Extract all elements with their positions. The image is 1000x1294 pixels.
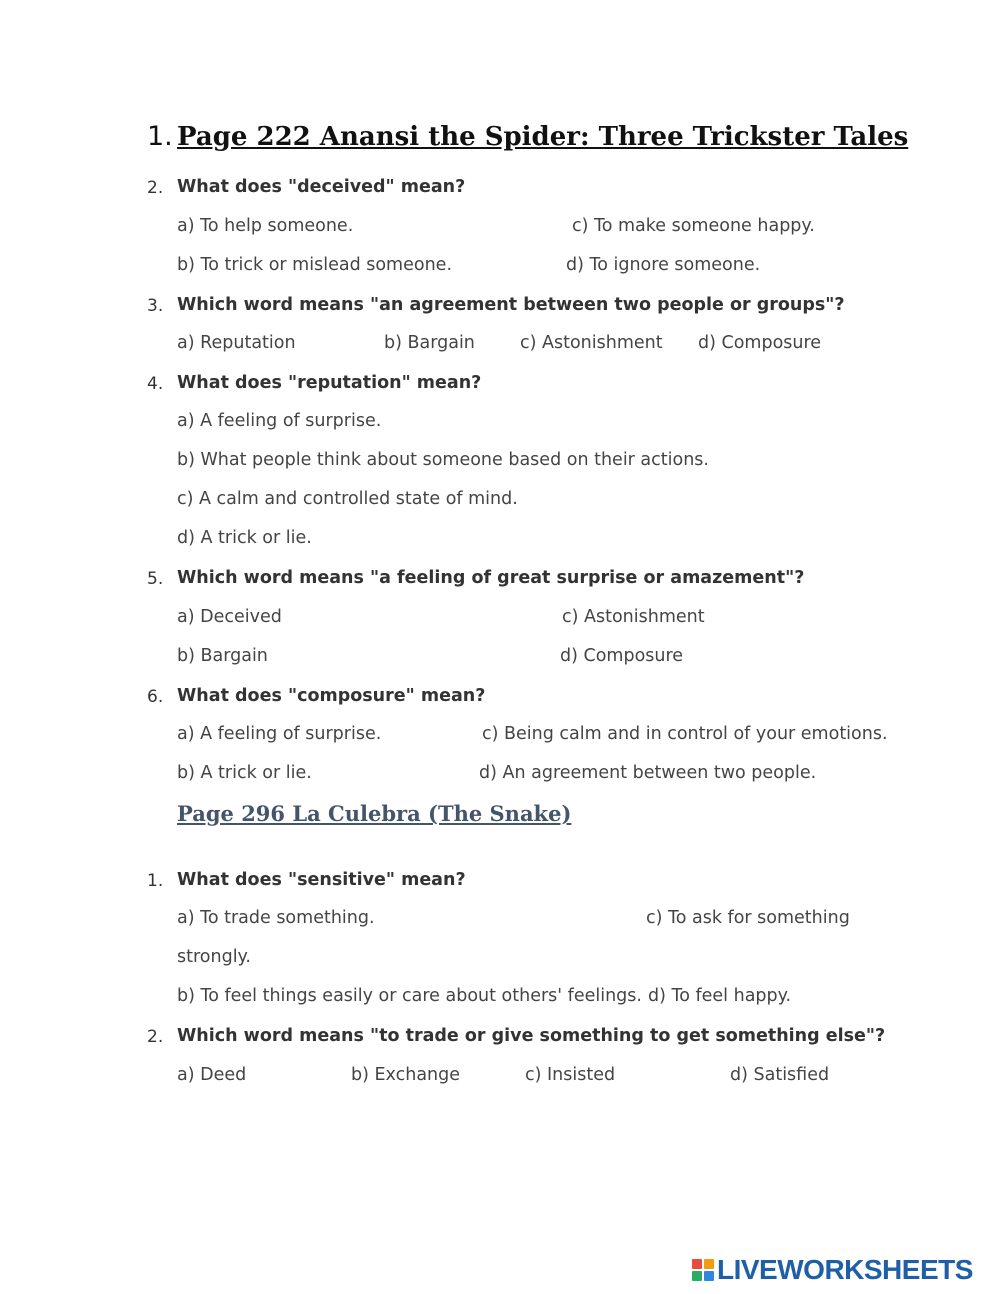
question-number: 3. (147, 296, 164, 316)
option-c: c) Astonishment (520, 333, 663, 353)
question-text: What does "deceived" mean? (177, 177, 466, 197)
logo-square-blue (704, 1271, 714, 1281)
option-d: d) Composure (560, 646, 684, 666)
option-b: b) Bargain (177, 646, 268, 666)
option-c: c) A calm and controlled state of mind. (177, 489, 518, 509)
option-d: d) Composure (698, 333, 822, 353)
question-text: Which word means "to trade or give something to get something else"? (177, 1026, 886, 1046)
logo-mark-icon (692, 1259, 714, 1281)
option-c: c) Insisted (525, 1065, 616, 1085)
option-a: a) Deed (177, 1065, 247, 1085)
option-b: b) Bargain (384, 333, 475, 353)
option-a: a) Reputation (177, 333, 296, 353)
option-b: b) What people think about someone based on their actions. (177, 450, 709, 470)
option-c: c) To make someone happy. (572, 216, 815, 236)
option-a: a) Deceived (177, 607, 282, 627)
title-number: 1. (147, 121, 173, 152)
option-b: b) To trick or mislead someone. (177, 255, 453, 275)
option-d: d) To feel happy. (648, 986, 792, 1006)
question-number: 6. (147, 687, 164, 707)
logo-text: LIVEWORKSHEETS (717, 1254, 973, 1285)
option-b: b) A trick or lie. (177, 763, 312, 783)
option-c-continued: strongly. (177, 947, 251, 967)
logo-square-green (692, 1271, 702, 1281)
question-text: Which word means "an agreement between two people or groups"? (177, 295, 845, 315)
option-a: a) To help someone. (177, 216, 354, 236)
question-text: What does "sensitive" mean? (177, 870, 466, 890)
logo-square-orange (704, 1259, 714, 1269)
question-number: 1. (147, 871, 164, 891)
option-d: d) To ignore someone. (566, 255, 761, 275)
option-d: d) An agreement between two people. (479, 763, 817, 783)
option-b: b) To feel things easily or care about others' feelings. (177, 986, 642, 1006)
option-a: a) A feeling of surprise. (177, 411, 382, 431)
question-number: 4. (147, 374, 164, 394)
question-text: What does "composure" mean? (177, 686, 486, 706)
option-d: d) Satisfied (730, 1065, 830, 1085)
section-heading: Page 296 La Culebra (The Snake) (177, 801, 572, 826)
option-c: c) Being calm and in control of your emotions. (482, 724, 888, 744)
option-c: c) Astonishment (562, 607, 705, 627)
question-text: Which word means "a feeling of great surprise or amazement"? (177, 568, 805, 588)
logo-square-red (692, 1259, 702, 1269)
option-a: a) A feeling of surprise. (177, 724, 382, 744)
option-a: a) To trade something. (177, 908, 375, 928)
option-c: c) To ask for something (646, 908, 850, 928)
page-title: Page 222 Anansi the Spider: Three Trickster Tales (177, 122, 909, 152)
question-number: 5. (147, 569, 164, 589)
question-number: 2. (147, 178, 164, 198)
question-number: 2. (147, 1027, 164, 1047)
liveworksheets-logo (692, 1254, 973, 1286)
option-b: b) Exchange (351, 1065, 461, 1085)
option-d: d) A trick or lie. (177, 528, 312, 548)
question-text: What does "reputation" mean? (177, 373, 482, 393)
